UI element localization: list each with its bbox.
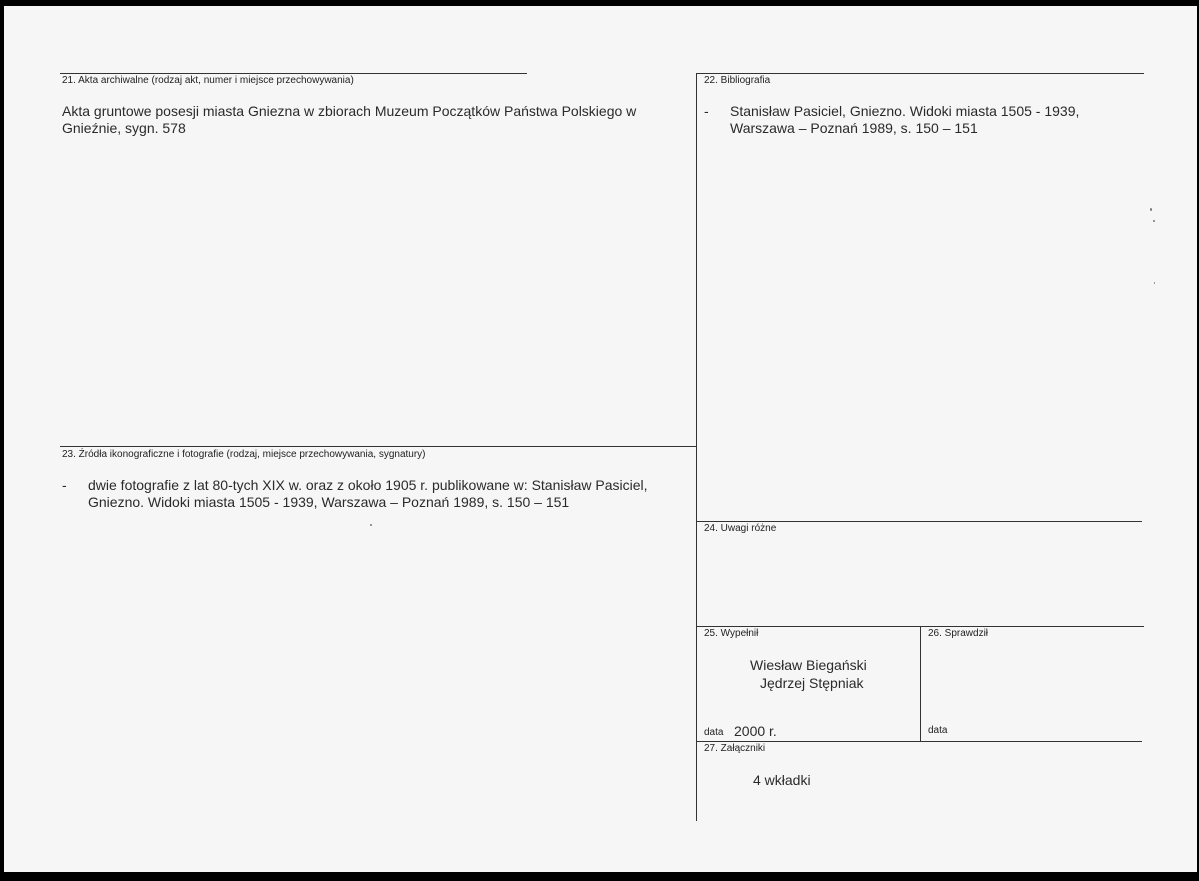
section-21-top-rule xyxy=(60,73,527,74)
scan-speck xyxy=(1153,220,1155,222)
section-24-label: 24. Uwagi różne xyxy=(704,523,777,534)
scan-speck xyxy=(1150,208,1152,211)
scan-speck xyxy=(370,524,372,526)
section-25-date-value: 2000 r. xyxy=(734,723,777,739)
scan-speck xyxy=(1154,282,1155,284)
section-22-label: 22. Bibliografia xyxy=(704,75,771,86)
section-22-bullet-item xyxy=(704,103,1104,137)
section-25-26-divider xyxy=(920,626,921,741)
section-25-label: 25. Wypełnił xyxy=(704,628,759,639)
section-26-date-label: data xyxy=(928,725,948,736)
section-23-top-rule xyxy=(60,446,697,447)
section-21-label: 21. Akta archiwalne (rodzaj akt, numer i miejsce przechowywania) xyxy=(62,75,354,86)
section-22-top-rule xyxy=(697,73,1144,74)
attachments-text: 4 wkładki xyxy=(753,772,811,788)
bullet-dash: - xyxy=(62,477,67,493)
form-page xyxy=(4,6,1197,872)
section-24-top-rule xyxy=(697,521,1142,522)
section-23-bullet-item xyxy=(62,477,682,511)
section-25-date-label: data xyxy=(704,727,724,738)
form-sheet xyxy=(4,6,1197,872)
center-divider xyxy=(696,73,697,821)
section-27-top-rule xyxy=(697,741,1142,742)
bibliography-entry: Stanisław Pasiciel, Gniezno. Widoki miasta 1505 - 1939, Warszawa – Poznań 1989, s. 150 – 151 xyxy=(730,103,1080,136)
section-23-label: 23. Źródła ikonograficzne i fotografie (rodzaj, miejsce przechowywania, sygnatury) xyxy=(62,449,426,460)
section-27-label: 27. Załączniki xyxy=(704,743,766,754)
section-21-text: Akta gruntowe posesji miasta Gniezna w zbiorach Muzeum Początków Państwa Polskiego w Gnieźnie, sygn. 578 xyxy=(62,103,637,136)
filled-by-name-2: Jędrzej Stępniak xyxy=(760,675,864,691)
filled-by-name-1: Wiesław Biegański xyxy=(750,657,867,673)
section-26-label: 26. Sprawdził xyxy=(928,628,989,639)
bullet-dash: - xyxy=(704,103,709,119)
iconographic-source-entry: dwie fotografie z lat 80-tych XIX w. oraz z około 1905 r. publikowane w: Stanisław Pasiciel, Gniezno. Widoki miasta 1505 - 1939, Warszawa – Poznań 1989, s. 150 – 151 xyxy=(88,477,648,510)
